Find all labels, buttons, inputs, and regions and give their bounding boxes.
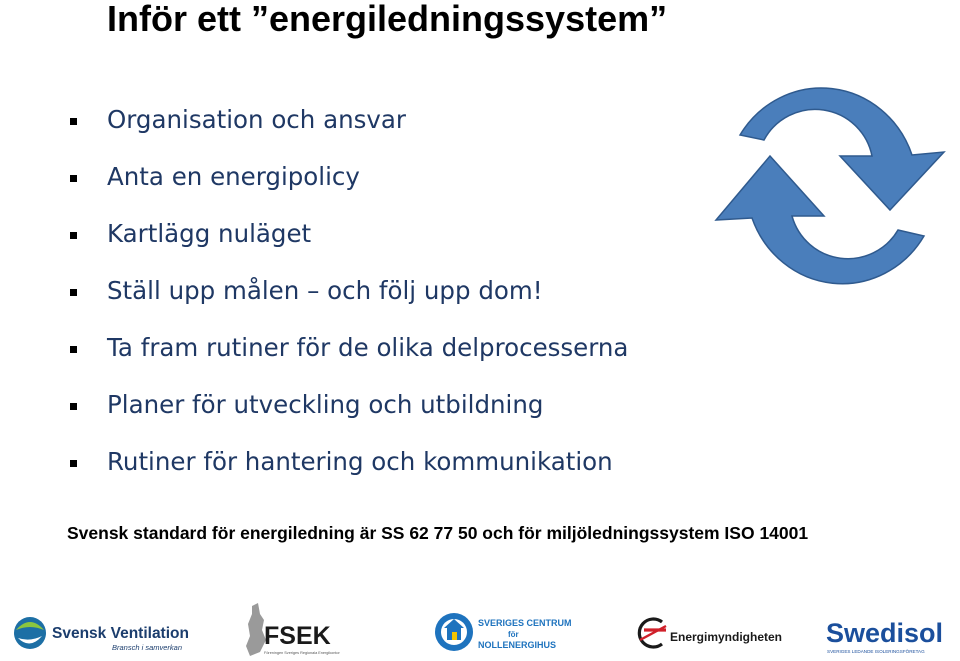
logo-line3: NOLLENERGIHUS (478, 640, 557, 650)
logo-line2: för (508, 630, 519, 639)
logo-tagline: Bransch i samverkan (112, 643, 183, 652)
logo-name: Svensk Ventilation (52, 625, 189, 642)
partner-logos (0, 600, 960, 661)
bullet-square-icon (70, 232, 77, 239)
swedisol-logo (826, 600, 958, 661)
bullet-square-icon (70, 346, 77, 353)
svensk-ventilation-logo (8, 600, 189, 661)
logo-tagline: Föreningen Sveriges Regionala Energikontor (264, 651, 340, 655)
bullet-square-icon (70, 460, 77, 467)
bullet-text: Ta fram rutiner för de olika delprocesserna (107, 333, 629, 362)
bullet-square-icon (70, 403, 77, 410)
logo-name: Swedisol (826, 618, 944, 648)
nollenergihus-logo (432, 600, 572, 661)
bullet-text: Ställ upp målen – och följ upp dom! (107, 276, 543, 305)
slide-title: Inför ett ”energiledningssystem” (107, 0, 668, 39)
logo-name: FSEK (264, 622, 331, 650)
standard-footnote: Svensk standard för energiledning är SS 62 77 50 och för miljöledningssystem ISO 14001 (67, 523, 809, 543)
energimyndigheten-logo (632, 600, 788, 661)
bullet-square-icon (70, 289, 77, 296)
logo-name: Energimyndigheten (670, 630, 783, 644)
bullet-text: Planer för utveckling och utbildning (107, 390, 544, 419)
bullet-text: Organisation och ansvar (107, 105, 406, 134)
bullet-text: Kartlägg nuläget (107, 219, 312, 248)
fsek-logo (238, 600, 348, 661)
bullet-square-icon (70, 175, 77, 182)
logo-line1: SVERIGES CENTRUM (478, 618, 572, 628)
circular-arrows-icon (712, 60, 952, 310)
bullet-text: Rutiner för hantering och kommunikation (107, 447, 613, 476)
bullet-square-icon (70, 118, 77, 125)
logo-tagline: SVERIGES LEDANDE ISOLERINGSFÖRETAG (827, 649, 925, 654)
bullet-text: Anta en energipolicy (107, 162, 360, 191)
